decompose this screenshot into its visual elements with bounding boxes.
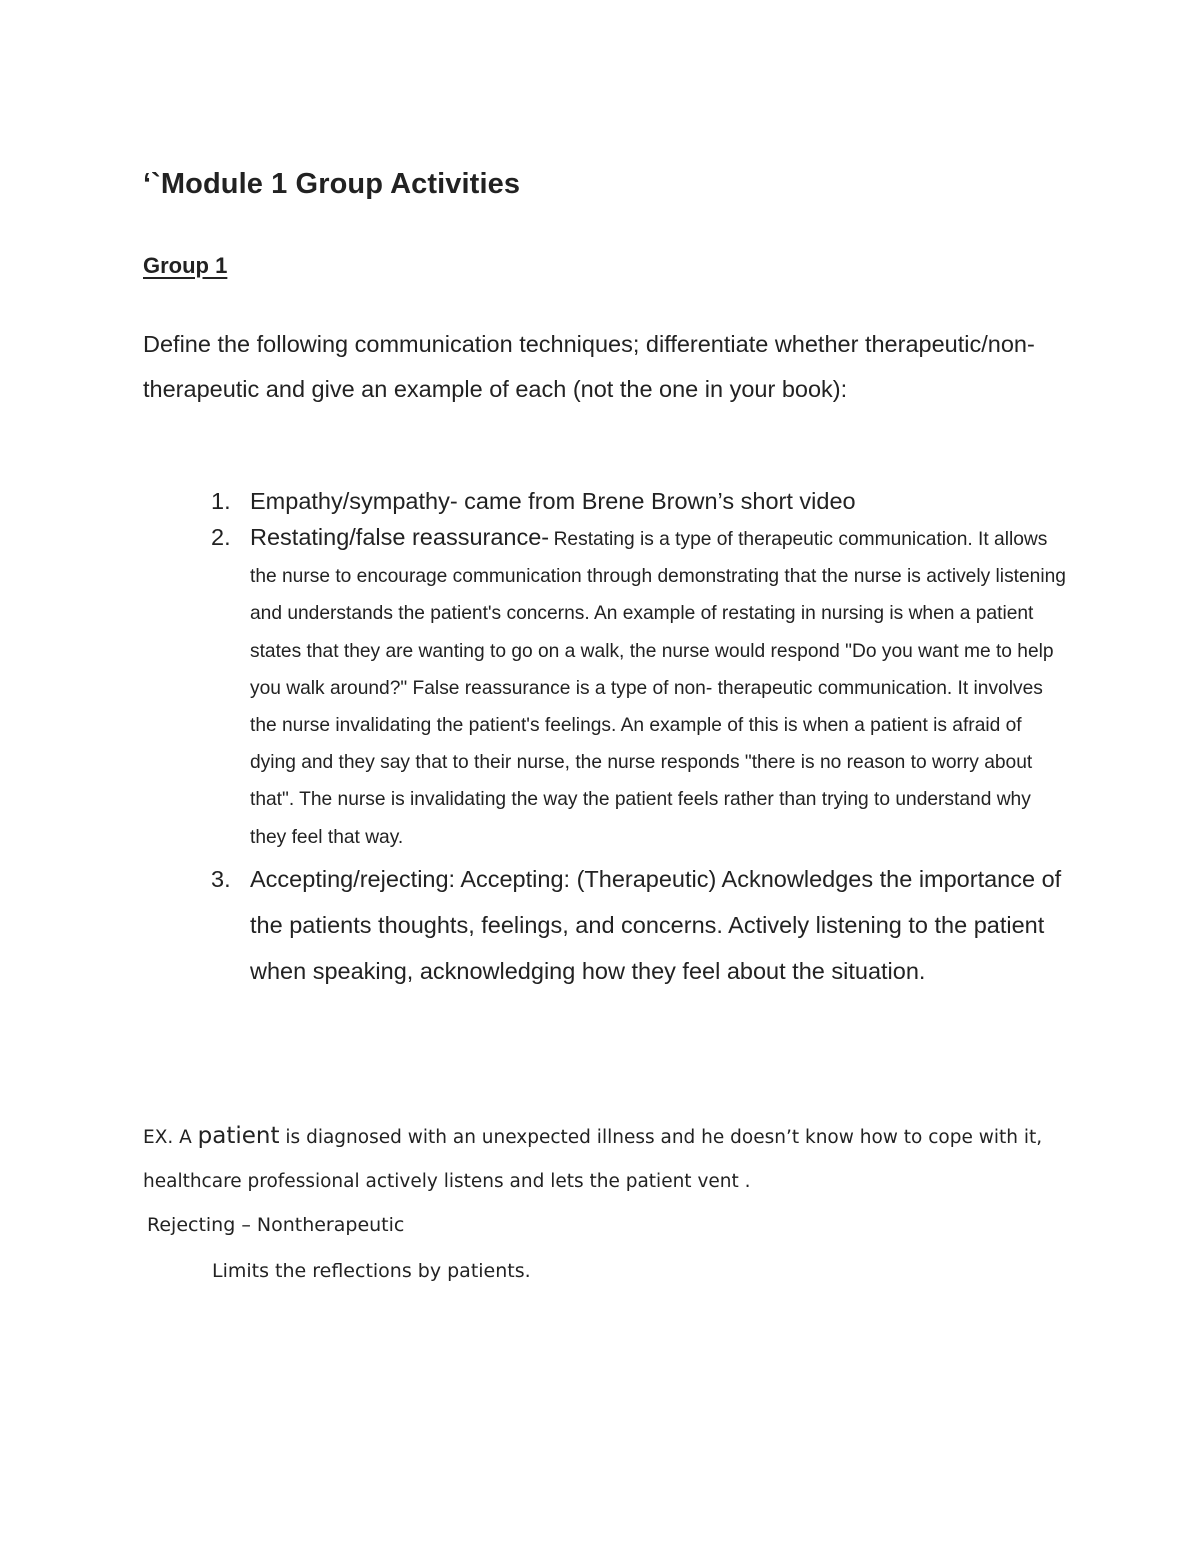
list-item xyxy=(211,516,1071,856)
example-emphasis: patient xyxy=(197,1123,280,1149)
techniques-list xyxy=(211,480,1071,994)
example-rest: is diagnosed with an unexpected illness and he doesn’t know how to cope with it, healthcare professional actively listens and lets the patient vent . xyxy=(143,1127,1043,1192)
group-heading: Group 1 xyxy=(143,253,228,278)
list-number: 2. xyxy=(211,524,231,550)
list-item xyxy=(211,856,1071,994)
list-number: 3. xyxy=(211,865,231,892)
rejecting-heading: Rejecting – Nontherapeutic xyxy=(147,1214,405,1236)
example-prefix: EX. A xyxy=(143,1127,198,1148)
list-number: 1. xyxy=(211,488,231,514)
example-paragraph xyxy=(143,1114,1083,1204)
list-item-text: Empathy/sympathy- came from Brene Brown’s short video xyxy=(250,488,856,514)
list-item-heading: Restating/false reassurance- xyxy=(250,524,550,550)
document-title: ‘`Module 1 Group Activities xyxy=(143,168,521,200)
list-item-text: Accepting/rejecting: Accepting: (Therapeutic) Acknowledges the importance of the patients thoughts, feelings, and concerns. Actively listening to the patient when speaking, acknowledging how they feel about the situation. xyxy=(250,865,1062,984)
rejecting-detail: Limits the reflections by patients. xyxy=(212,1260,531,1282)
list-item-body: Restating is a type of therapeutic communication. It allows the nurse to encourage communication through demonstrating that the nurse is actively listening and understands the patient's concerns. An example of restating in nursing is when a patient states that they are wanting to go on a walk, the nurse would respond "Do you want me to help you walk around?" False reassurance is a type of non- therapeutic communication. It involves the nurse invalidating the patient's feelings. An example of this is when a patient is afraid of dying and they say that to their nurse, the nurse responds "there is no reason to worry about that". The nurse is invalidating the way the patient feels rather than trying to understand why they feel that way. xyxy=(250,529,1066,848)
intro-paragraph: Define the following communication techniques; differentiate whether therapeutic/non-therapeutic and give an example of each (not the one in your book): xyxy=(143,331,1035,402)
